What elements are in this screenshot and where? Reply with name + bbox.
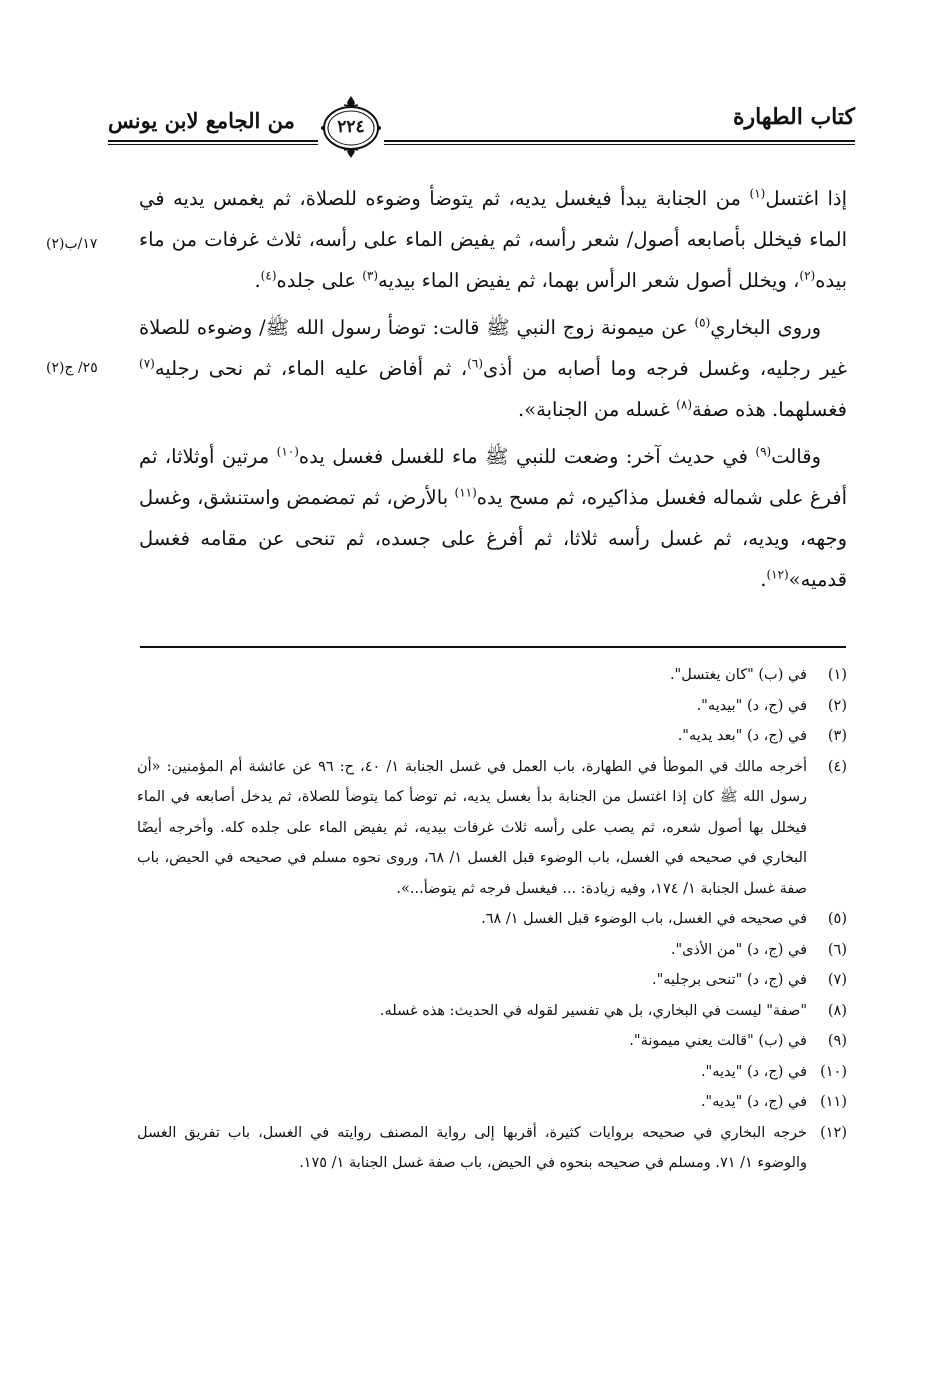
header-rule-thin: [108, 144, 855, 145]
text-run: ، ويخلل أصول شعر الرأس بهما، ثم يفيض الماء بيديه: [378, 269, 800, 292]
footnote-ref: (٨): [676, 397, 692, 412]
footnote-text: في (ج، د) "بعد يديه".: [677, 728, 807, 744]
footnote: [137, 935, 847, 966]
footnote-text: في (ج، د) "من الأذى".: [670, 941, 807, 958]
footnote-ref: (٥): [694, 315, 711, 330]
footnote: [137, 996, 847, 1027]
text-run: .: [760, 568, 767, 591]
footnote-ref: (١٢): [766, 567, 789, 582]
footnote-number: (٦): [827, 941, 847, 958]
footnote-number: (٩): [827, 1033, 847, 1049]
text-run: مرتين أوثلاثا، ثم أفرغ على شماله فغسل مذاكيره، ثم مسح يده: [139, 445, 847, 509]
footnote-number: (١): [827, 667, 847, 683]
text-run: فغسلهما. هذه صفة: [692, 398, 847, 421]
footnote-ref: (٦): [467, 356, 483, 371]
text-run: بالأرض، ثم تمضمض واستنشق، وغسل وجهه، ويديه، ثم غسل رأسه ثلاثا، ثم أفرغ على جسده، ثم تنحى عن مقامه فغسل قدميه»: [139, 486, 847, 591]
footnote-text: في صحيحه في الغسل، باب الوضوء قبل الغسل ١/ ٦٨.: [481, 911, 807, 927]
footnote-text: خرجه البخاري في صحيحه بروايات كثيرة، أقربها إلى رواية المصنف روايته في الغسل، باب تفريق الغسل والوضوء ١/ ٧١. ومسلم في صحيحه بنحوه في الحيض، باب صفة غسل الجنابة ١/ ١٧٥.: [137, 1124, 807, 1171]
page-number: ٢٢٤: [337, 117, 365, 137]
footnote-ref: (٩): [755, 444, 772, 459]
footnote-ref: (١٠): [276, 444, 299, 459]
footnote-ref: (٣): [362, 268, 379, 283]
footnote-text: في (ج، د) "يديه".: [700, 1094, 807, 1110]
footnote: [137, 660, 847, 691]
footnote-ref: (٧): [139, 356, 155, 371]
footnote-ref: (٢): [799, 268, 816, 283]
header-book-title: كتاب الطهارة: [732, 104, 855, 130]
footnote: [137, 1026, 847, 1057]
header-rule: [108, 140, 855, 142]
footnote: [137, 965, 847, 996]
footnote-number: (٣): [827, 728, 847, 744]
footnote: [137, 1118, 847, 1179]
header-collection-title: من الجامع لابن يونس: [108, 108, 295, 133]
footnote-text: في (ب) "كان يغتسل".: [669, 667, 807, 683]
footnote-number: (١٢): [820, 1124, 847, 1141]
footnote-separator: [140, 646, 846, 648]
footnote-number: (٢): [827, 697, 847, 714]
footnote-number: (٥): [827, 911, 847, 927]
footnote-text: في (ج، د) "بيديه".: [696, 697, 807, 714]
footnote-number: (٧): [827, 972, 847, 988]
footnote-text: "صفة" ليست في البخاري، بل هي تفسير لقوله في الحديث: هذه غسله.: [379, 1002, 807, 1019]
text-run: ، ثم أفاض عليه الماء، ثم نحى رجليه: [154, 357, 468, 380]
footnote-text: أخرجه مالك في الموطأ في الطهارة، باب العمل في غسل الجنابة ١/ ٤٠، ح: ٩٦ عن عائشة أم المؤمنين: «أن رسول الله ﷺ كان إذا اغتسل من الجنابة بدأ بغسل يديه، ثم توضأ كما يتوضأ للصلاة، ثم يدخل أصابعه في الماء فيخلل بها أصول شعره، ثم يصب على رأسه ثلاث غرفات بيديه، ثم يفيض الماء على جلده كله. وأخرجه أيضًا البخاري في صحيحه في الغسل، باب الوضوء قبل الغسل ١/ ٦٨، وروى نحوه مسلم في صحيحه في الحيض، باب صفة غسل الجنابة ١/ ١٧٤، وفيه زيادة: ... فيغسل فرجه ثم يتوضأ...».: [137, 758, 807, 897]
footnote-ref: (١١): [454, 485, 477, 500]
page-number-medallion: [318, 94, 384, 160]
main-text: [139, 178, 847, 606]
footnote: [137, 904, 847, 935]
text-run: غسله من الجنابة».: [518, 398, 677, 421]
text-run: .: [254, 269, 261, 292]
paragraph: [139, 307, 847, 430]
paragraph: [139, 178, 847, 301]
footnote-text: في (ج، د) "تنحى برجليه".: [651, 972, 807, 988]
footnote: [137, 721, 847, 752]
footnote: [137, 1057, 847, 1088]
paragraph: [139, 436, 847, 600]
footnote-text: في (ب) "قالت يعني ميمونة".: [629, 1033, 807, 1049]
footnote-ref: (١): [749, 186, 766, 201]
text-run: وقالت: [771, 445, 821, 468]
footnote-number: (٨): [827, 1002, 847, 1019]
footnote-number: (٤): [827, 758, 847, 775]
footnote: [137, 691, 847, 722]
text-run: في حديث آخر: وضعت للنبي ﷺ ماء للغسل فغسل يده: [298, 445, 756, 468]
text-run: إذا اغتسل: [765, 187, 847, 210]
footnotes: [137, 660, 847, 1179]
text-run: من الجنابة يبدأ فيغسل يديه، ثم يتوضأ وضوءه للصلاة، ثم يغمس يديه في الماء فيخلل بأصابعه أصول/ شعر رأسه، ثم يفيض الماء على رأسه، ثلاث غرفات من ماء بيده: [139, 187, 847, 292]
footnote-number: (١٠): [820, 1063, 847, 1080]
footnote-number: (١١): [820, 1094, 847, 1110]
footnote: [137, 1087, 847, 1118]
footnote-text: في (ج، د) "يديه".: [700, 1063, 807, 1080]
text-run: على جلده: [276, 269, 363, 292]
text-run: وروى البخاري: [710, 316, 821, 339]
margin-folio-note: ١٧/ب(٢): [46, 236, 98, 252]
footnote: [137, 752, 847, 905]
margin-folio-note: ٢٥/ ج(٢): [46, 360, 98, 376]
text-run: عن ميمونة زوج النبي ﷺ قالت: توضأ رسول الله ﷺ/ وضوءه للصلاة غير رجليه، وغسل فرجه وما أصابه من أذى: [139, 316, 847, 380]
footnote-ref: (٤): [260, 268, 277, 283]
